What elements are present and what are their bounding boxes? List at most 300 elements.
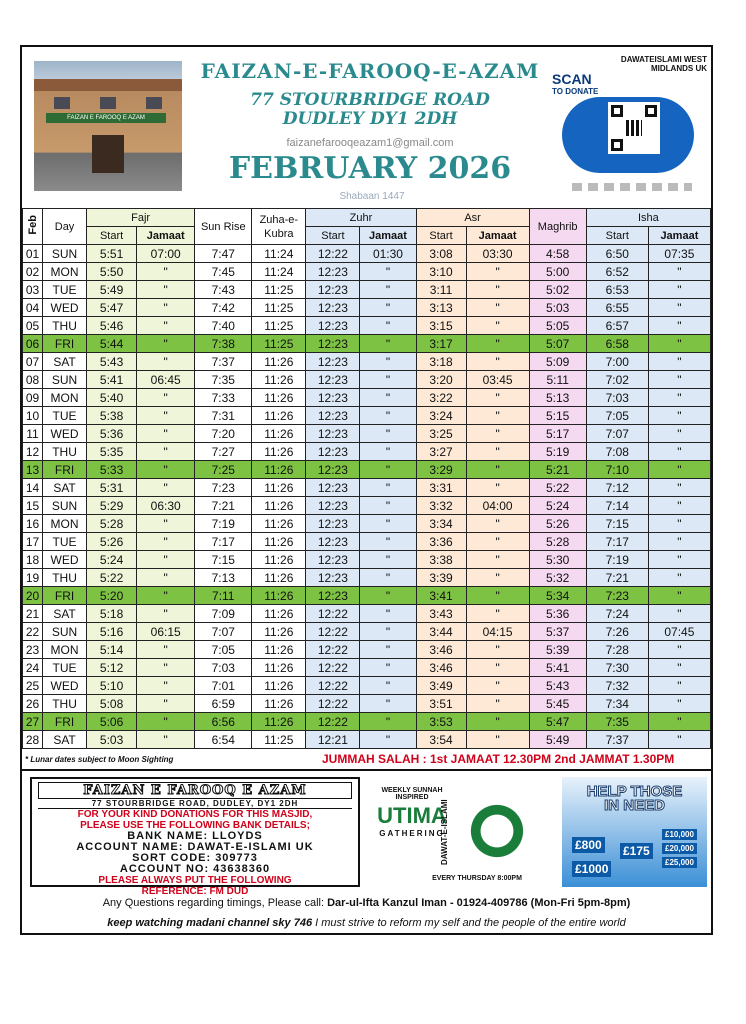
asr-jamaat-cell: " xyxy=(466,281,529,299)
table-row xyxy=(23,389,711,407)
email[interactable]: faizanefarooqeazam1@gmail.com xyxy=(286,137,454,149)
date-cell: 23 xyxy=(23,641,43,659)
maghrib-cell: 5:05 xyxy=(529,317,586,335)
zuhr-start-cell: 12:23 xyxy=(306,389,360,407)
isha-jamaat-header: Jamaat xyxy=(648,227,710,245)
isha-start-cell: 6:50 xyxy=(586,245,648,263)
fajr-start-cell: 5:26 xyxy=(87,533,137,551)
maghrib-header: Maghrib xyxy=(529,209,586,245)
asr-start-cell: 3:51 xyxy=(416,695,466,713)
fajr-jamaat-cell: " xyxy=(137,353,195,371)
isha-jamaat-cell: " xyxy=(648,731,710,749)
maghrib-cell: 5:24 xyxy=(529,497,586,515)
maghrib-cell: 5:07 xyxy=(529,335,586,353)
fajr-jamaat-cell: " xyxy=(137,677,195,695)
isha-start-cell: 7:34 xyxy=(586,695,648,713)
day-cell: THU xyxy=(43,695,87,713)
date-cell: 05 xyxy=(23,317,43,335)
sunrise-cell: 7:05 xyxy=(195,641,252,659)
zuhr-jamaat-cell: " xyxy=(360,551,416,569)
fajr-jamaat-cell: " xyxy=(137,461,195,479)
day-cell: THU xyxy=(43,443,87,461)
fajr-jamaat-header: Jamaat xyxy=(137,227,195,245)
zuha-cell: 11:26 xyxy=(252,659,306,677)
day-cell: SUN xyxy=(43,245,87,263)
isha-jamaat-cell: " xyxy=(648,281,710,299)
maghrib-cell: 5:15 xyxy=(529,407,586,425)
jummah-note: JUMMAH SALAH : 1st JAMAAT 12.30PM 2nd JAMMAT 1.30PM xyxy=(322,752,675,766)
maghrib-cell: 5:11 xyxy=(529,371,586,389)
zuhr-jamaat-cell: " xyxy=(360,497,416,515)
isha-jamaat-cell: " xyxy=(648,371,710,389)
isha-jamaat-cell: " xyxy=(648,605,710,623)
help-title-2: IN NEED xyxy=(604,797,665,814)
asr-jamaat-cell: 03:30 xyxy=(466,245,529,263)
day-cell: TUE xyxy=(43,659,87,677)
fajr-start-cell: 5:40 xyxy=(87,389,137,407)
day-cell: WED xyxy=(43,677,87,695)
asr-jamaat-cell: " xyxy=(466,389,529,407)
asr-jamaat-cell: " xyxy=(466,299,529,317)
maghrib-cell: 5:49 xyxy=(529,731,586,749)
zuhr-start-header: Start xyxy=(306,227,360,245)
isha-jamaat-cell: " xyxy=(648,389,710,407)
sunrise-cell: 7:35 xyxy=(195,371,252,389)
date-cell: 03 xyxy=(23,281,43,299)
amount-2: £175 xyxy=(620,843,653,859)
zuhr-jamaat-cell: " xyxy=(360,353,416,371)
isha-jamaat-cell: 07:45 xyxy=(648,623,710,641)
zuha-cell: 11:26 xyxy=(252,677,306,695)
maghrib-cell: 5:17 xyxy=(529,425,586,443)
date-cell: 21 xyxy=(23,605,43,623)
zuhr-jamaat-cell: " xyxy=(360,461,416,479)
asr-start-cell: 3:08 xyxy=(416,245,466,263)
fajr-start-cell: 5:10 xyxy=(87,677,137,695)
isha-jamaat-cell: " xyxy=(648,641,710,659)
asr-header: Asr xyxy=(416,209,529,227)
asr-start-cell: 3:15 xyxy=(416,317,466,335)
masjid-photo xyxy=(34,61,182,191)
zuhr-start-cell: 12:22 xyxy=(306,659,360,677)
zuha-cell: 11:26 xyxy=(252,407,306,425)
zuhr-start-cell: 12:23 xyxy=(306,443,360,461)
asr-jamaat-cell: " xyxy=(466,587,529,605)
date-cell: 16 xyxy=(23,515,43,533)
asr-start-cell: 3:49 xyxy=(416,677,466,695)
asr-start-cell: 3:13 xyxy=(416,299,466,317)
zuha-cell: 11:26 xyxy=(252,587,306,605)
isha-start-cell: 7:26 xyxy=(586,623,648,641)
zuhr-jamaat-cell: " xyxy=(360,605,416,623)
asr-start-cell: 3:43 xyxy=(416,605,466,623)
date-cell: 17 xyxy=(23,533,43,551)
table-row xyxy=(23,731,711,749)
isha-jamaat-cell: " xyxy=(648,407,710,425)
asr-start-cell: 3:25 xyxy=(416,425,466,443)
utima-gathering-ad xyxy=(372,777,562,887)
amount-5: £1000 xyxy=(572,861,611,877)
day-cell: MON xyxy=(43,389,87,407)
maghrib-cell: 5:21 xyxy=(529,461,586,479)
sunrise-cell: 7:21 xyxy=(195,497,252,515)
day-cell: WED xyxy=(43,299,87,317)
sunrise-header: Sun Rise xyxy=(195,209,252,245)
fajr-start-cell: 5:28 xyxy=(87,515,137,533)
isha-jamaat-cell: " xyxy=(648,659,710,677)
fajr-jamaat-cell: " xyxy=(137,299,195,317)
asr-start-cell: 3:53 xyxy=(416,713,466,731)
table-row xyxy=(23,317,711,335)
zuha-cell: 11:26 xyxy=(252,443,306,461)
bank-reference-1: PLEASE ALWAYS PUT THE FOLLOWING xyxy=(98,875,292,886)
day-cell: SUN xyxy=(43,623,87,641)
sunrise-cell: 7:13 xyxy=(195,569,252,587)
asr-jamaat-header: Jamaat xyxy=(466,227,529,245)
fajr-start-cell: 5:43 xyxy=(87,353,137,371)
madani-line xyxy=(22,917,711,935)
fajr-start-cell: 5:50 xyxy=(87,263,137,281)
asr-jamaat-cell: " xyxy=(466,641,529,659)
asr-start-cell: 3:39 xyxy=(416,569,466,587)
sunrise-cell: 7:03 xyxy=(195,659,252,677)
sunrise-cell: 7:27 xyxy=(195,443,252,461)
date-cell: 27 xyxy=(23,713,43,731)
asr-jamaat-cell: " xyxy=(466,443,529,461)
building-sign: FAIZAN E FAROOQ E AZAM xyxy=(46,113,166,123)
fajr-jamaat-cell: 06:30 xyxy=(137,497,195,515)
maghrib-cell: 4:58 xyxy=(529,245,586,263)
table-row xyxy=(23,551,711,569)
sunrise-cell: 7:47 xyxy=(195,245,252,263)
fajr-jamaat-cell: " xyxy=(137,587,195,605)
date-cell: 14 xyxy=(23,479,43,497)
isha-start-cell: 7:14 xyxy=(586,497,648,515)
fajr-start-cell: 5:14 xyxy=(87,641,137,659)
table-row xyxy=(23,623,711,641)
sunrise-cell: 7:15 xyxy=(195,551,252,569)
to-donate-label: TO DONATE xyxy=(552,87,599,96)
zuhr-header: Zuhr xyxy=(306,209,416,227)
payment-cards-icon xyxy=(572,183,692,191)
asr-start-cell: 3:24 xyxy=(416,407,466,425)
day-header: Day xyxy=(43,209,87,245)
footer xyxy=(22,769,711,895)
date-cell: 28 xyxy=(23,731,43,749)
fajr-jamaat-cell: " xyxy=(137,389,195,407)
isha-start-cell: 7:32 xyxy=(586,677,648,695)
sunrise-cell: 7:11 xyxy=(195,587,252,605)
scan-label: SCAN xyxy=(552,71,592,87)
isha-start-cell: 6:57 xyxy=(586,317,648,335)
day-cell: SAT xyxy=(43,605,87,623)
fajr-jamaat-cell: 07:00 xyxy=(137,245,195,263)
maghrib-cell: 5:02 xyxy=(529,281,586,299)
fajr-jamaat-cell: " xyxy=(137,551,195,569)
zuhr-start-cell: 12:23 xyxy=(306,317,360,335)
zuhr-start-cell: 12:22 xyxy=(306,245,360,263)
isha-header: Isha xyxy=(586,209,710,227)
isha-jamaat-cell: " xyxy=(648,533,710,551)
isha-start-header: Start xyxy=(586,227,648,245)
zuhr-jamaat-cell: " xyxy=(360,569,416,587)
zuhr-jamaat-cell: " xyxy=(360,641,416,659)
sunrise-cell: 7:40 xyxy=(195,317,252,335)
zuha-cell: 11:26 xyxy=(252,515,306,533)
sunrise-cell: 7:23 xyxy=(195,479,252,497)
zuha-cell: 11:26 xyxy=(252,371,306,389)
table-row xyxy=(23,677,711,695)
zuhr-start-cell: 12:23 xyxy=(306,533,360,551)
amount-4: £20,000 xyxy=(662,843,697,854)
asr-jamaat-cell: " xyxy=(466,407,529,425)
amount-6: £25,000 xyxy=(662,857,697,868)
sunrise-cell: 7:45 xyxy=(195,263,252,281)
fajr-jamaat-cell: " xyxy=(137,479,195,497)
contact-prefix: Any Questions regarding timings, Please call: xyxy=(102,897,325,909)
zuhr-start-cell: 12:23 xyxy=(306,497,360,515)
dawateislami-brand: DAWATEISLAMI WEST MIDLANDS UK xyxy=(620,55,707,73)
fajr-jamaat-cell: " xyxy=(137,407,195,425)
table-row xyxy=(23,425,711,443)
sunrise-cell: 7:01 xyxy=(195,677,252,695)
zuha-header: Zuha-e-Kubra xyxy=(252,209,306,245)
date-cell: 09 xyxy=(23,389,43,407)
help-title-1: HELP THOSE xyxy=(586,783,683,800)
zuhr-jamaat-cell: " xyxy=(360,713,416,731)
zuha-cell: 11:26 xyxy=(252,569,306,587)
zuha-cell: 11:26 xyxy=(252,551,306,569)
zuhr-start-cell: 12:23 xyxy=(306,335,360,353)
zuhr-jamaat-cell: " xyxy=(360,479,416,497)
sunrise-cell: 7:37 xyxy=(195,353,252,371)
asr-jamaat-cell: " xyxy=(466,317,529,335)
date-cell: 19 xyxy=(23,569,43,587)
asr-start-cell: 3:44 xyxy=(416,623,466,641)
table-row xyxy=(23,281,711,299)
asr-start-cell: 3:10 xyxy=(416,263,466,281)
zuha-cell: 11:26 xyxy=(252,497,306,515)
calligraphy-icon xyxy=(457,795,537,867)
asr-jamaat-cell: " xyxy=(466,551,529,569)
isha-jamaat-cell: " xyxy=(648,677,710,695)
feb-header: Feb xyxy=(23,209,43,245)
zuhr-jamaat-cell: " xyxy=(360,587,416,605)
zuhr-jamaat-cell: " xyxy=(360,263,416,281)
zuhr-jamaat-cell: " xyxy=(360,407,416,425)
day-cell: SAT xyxy=(43,353,87,371)
date-cell: 13 xyxy=(23,461,43,479)
isha-jamaat-cell: " xyxy=(648,317,710,335)
zuhr-start-cell: 12:23 xyxy=(306,425,360,443)
fajr-jamaat-cell: " xyxy=(137,659,195,677)
asr-start-cell: 3:31 xyxy=(416,479,466,497)
zuhr-jamaat-cell: " xyxy=(360,659,416,677)
donate-panel[interactable] xyxy=(552,53,707,201)
zuha-cell: 11:24 xyxy=(252,245,306,263)
zuhr-jamaat-header: Jamaat xyxy=(360,227,416,245)
isha-jamaat-cell: " xyxy=(648,425,710,443)
fajr-jamaat-cell: " xyxy=(137,731,195,749)
bank-name: BANK NAME: LLOYDS xyxy=(127,830,263,842)
table-row xyxy=(23,443,711,461)
isha-start-cell: 6:55 xyxy=(586,299,648,317)
asr-jamaat-cell: 03:45 xyxy=(466,371,529,389)
isha-jamaat-cell: " xyxy=(648,443,710,461)
maghrib-cell: 5:26 xyxy=(529,515,586,533)
zuhr-jamaat-cell: " xyxy=(360,677,416,695)
isha-jamaat-cell: " xyxy=(648,551,710,569)
fajr-jamaat-cell: 06:15 xyxy=(137,623,195,641)
utima-title: UTIMA xyxy=(377,803,447,828)
fajr-start-cell: 5:08 xyxy=(87,695,137,713)
day-cell: FRI xyxy=(43,335,87,353)
header xyxy=(22,47,711,207)
timetable-sheet xyxy=(20,45,713,935)
asr-jamaat-cell: 04:15 xyxy=(466,623,529,641)
date-cell: 26 xyxy=(23,695,43,713)
isha-start-cell: 7:00 xyxy=(586,353,648,371)
day-cell: TUE xyxy=(43,533,87,551)
bank-details xyxy=(30,777,360,897)
sunrise-cell: 7:38 xyxy=(195,335,252,353)
fajr-start-cell: 5:36 xyxy=(87,425,137,443)
day-cell: SUN xyxy=(43,371,87,389)
asr-jamaat-cell: " xyxy=(466,335,529,353)
isha-start-cell: 7:35 xyxy=(586,713,648,731)
isha-start-cell: 6:52 xyxy=(586,263,648,281)
fajr-jamaat-cell: " xyxy=(137,317,195,335)
sunrise-cell: 6:56 xyxy=(195,713,252,731)
asr-jamaat-cell: " xyxy=(466,695,529,713)
zuha-cell: 11:26 xyxy=(252,641,306,659)
day-cell: SAT xyxy=(43,479,87,497)
isha-start-cell: 7:08 xyxy=(586,443,648,461)
qr-code-icon[interactable] xyxy=(608,102,660,154)
madani-channel: keep watching madani channel sky 746 xyxy=(107,917,313,929)
sort-code: SORT CODE: 309773 xyxy=(132,852,258,864)
asr-jamaat-cell: " xyxy=(466,713,529,731)
date-cell: 10 xyxy=(23,407,43,425)
bank-appeal-2: PLEASE USE THE FOLLOWING BANK DETAILS; xyxy=(80,820,310,831)
maghrib-cell: 5:32 xyxy=(529,569,586,587)
zuha-cell: 11:24 xyxy=(252,263,306,281)
table-row xyxy=(23,245,711,263)
zuhr-jamaat-cell: " xyxy=(360,443,416,461)
sunrise-cell: 7:17 xyxy=(195,533,252,551)
sunrise-cell: 6:54 xyxy=(195,731,252,749)
asr-jamaat-cell: " xyxy=(466,353,529,371)
asr-jamaat-cell: " xyxy=(466,677,529,695)
day-cell: THU xyxy=(43,569,87,587)
fajr-jamaat-cell: " xyxy=(137,641,195,659)
zuhr-start-cell: 12:23 xyxy=(306,371,360,389)
qr-badge[interactable] xyxy=(562,97,694,173)
fajr-start-cell: 5:51 xyxy=(87,245,137,263)
maghrib-cell: 5:36 xyxy=(529,605,586,623)
zuha-cell: 11:25 xyxy=(252,731,306,749)
amount-3: £10,000 xyxy=(662,829,697,840)
fajr-start-cell: 5:31 xyxy=(87,479,137,497)
zuhr-start-cell: 12:23 xyxy=(306,281,360,299)
maghrib-cell: 5:47 xyxy=(529,713,586,731)
fajr-start-cell: 5:49 xyxy=(87,281,137,299)
date-cell: 24 xyxy=(23,659,43,677)
asr-start-cell: 3:22 xyxy=(416,389,466,407)
isha-start-cell: 7:03 xyxy=(586,389,648,407)
fajr-jamaat-cell: " xyxy=(137,533,195,551)
maghrib-cell: 5:19 xyxy=(529,443,586,461)
zuhr-start-cell: 12:23 xyxy=(306,587,360,605)
zuhr-start-cell: 12:23 xyxy=(306,479,360,497)
zuhr-jamaat-cell: " xyxy=(360,515,416,533)
table-row xyxy=(23,695,711,713)
fajr-start-cell: 5:29 xyxy=(87,497,137,515)
isha-start-cell: 7:37 xyxy=(586,731,648,749)
day-cell: SUN xyxy=(43,497,87,515)
lunar-note: * Lunar dates subject to Moon Sighting xyxy=(25,755,174,764)
table-row xyxy=(23,407,711,425)
zuhr-start-cell: 12:23 xyxy=(306,515,360,533)
table-row xyxy=(23,587,711,605)
date-cell: 18 xyxy=(23,551,43,569)
sunrise-cell: 7:42 xyxy=(195,299,252,317)
zuha-cell: 11:26 xyxy=(252,479,306,497)
date-cell: 08 xyxy=(23,371,43,389)
maghrib-cell: 5:30 xyxy=(529,551,586,569)
zuhr-start-cell: 12:23 xyxy=(306,461,360,479)
contact-number[interactable]: Dar-ul-Ifta Kanzul Iman - 01924-409786 (Mon-Fri 5pm-8pm) xyxy=(327,897,631,909)
isha-start-cell: 6:53 xyxy=(586,281,648,299)
day-cell: MON xyxy=(43,641,87,659)
day-cell: FRI xyxy=(43,587,87,605)
zuha-cell: 11:26 xyxy=(252,623,306,641)
help-those-in-need-ad xyxy=(562,777,707,887)
table-row xyxy=(23,641,711,659)
sunrise-cell: 7:20 xyxy=(195,425,252,443)
date-cell: 02 xyxy=(23,263,43,281)
table-row xyxy=(23,263,711,281)
prayer-timetable xyxy=(22,208,711,749)
zuha-cell: 11:25 xyxy=(252,299,306,317)
utima-side-label: DAWAT-E-ISLAMI xyxy=(440,799,449,865)
isha-start-cell: 6:58 xyxy=(586,335,648,353)
table-row xyxy=(23,497,711,515)
islamic-month: Shabaan 1447 xyxy=(339,191,405,202)
day-cell: TUE xyxy=(43,281,87,299)
zuhr-start-cell: 12:23 xyxy=(306,353,360,371)
date-cell: 12 xyxy=(23,443,43,461)
date-cell: 15 xyxy=(23,497,43,515)
date-cell: 11 xyxy=(23,425,43,443)
maghrib-cell: 5:45 xyxy=(529,695,586,713)
isha-start-cell: 7:02 xyxy=(586,371,648,389)
table-row xyxy=(23,659,711,677)
asr-jamaat-cell: " xyxy=(466,605,529,623)
table-row xyxy=(23,605,711,623)
zuha-cell: 11:25 xyxy=(252,335,306,353)
zuhr-jamaat-cell: " xyxy=(360,425,416,443)
asr-jamaat-cell: " xyxy=(466,263,529,281)
bank-masjid-name: FAIZAN E FAROOQ E AZAM xyxy=(38,782,352,799)
isha-start-cell: 7:19 xyxy=(586,551,648,569)
month-title: FEBRUARY 2026 xyxy=(228,151,512,186)
isha-jamaat-cell: " xyxy=(648,515,710,533)
asr-start-cell: 3:34 xyxy=(416,515,466,533)
fajr-jamaat-cell: " xyxy=(137,713,195,731)
account-name: ACCOUNT NAME: DAWAT-E-ISLAMI UK xyxy=(76,841,314,853)
maghrib-cell: 5:22 xyxy=(529,479,586,497)
